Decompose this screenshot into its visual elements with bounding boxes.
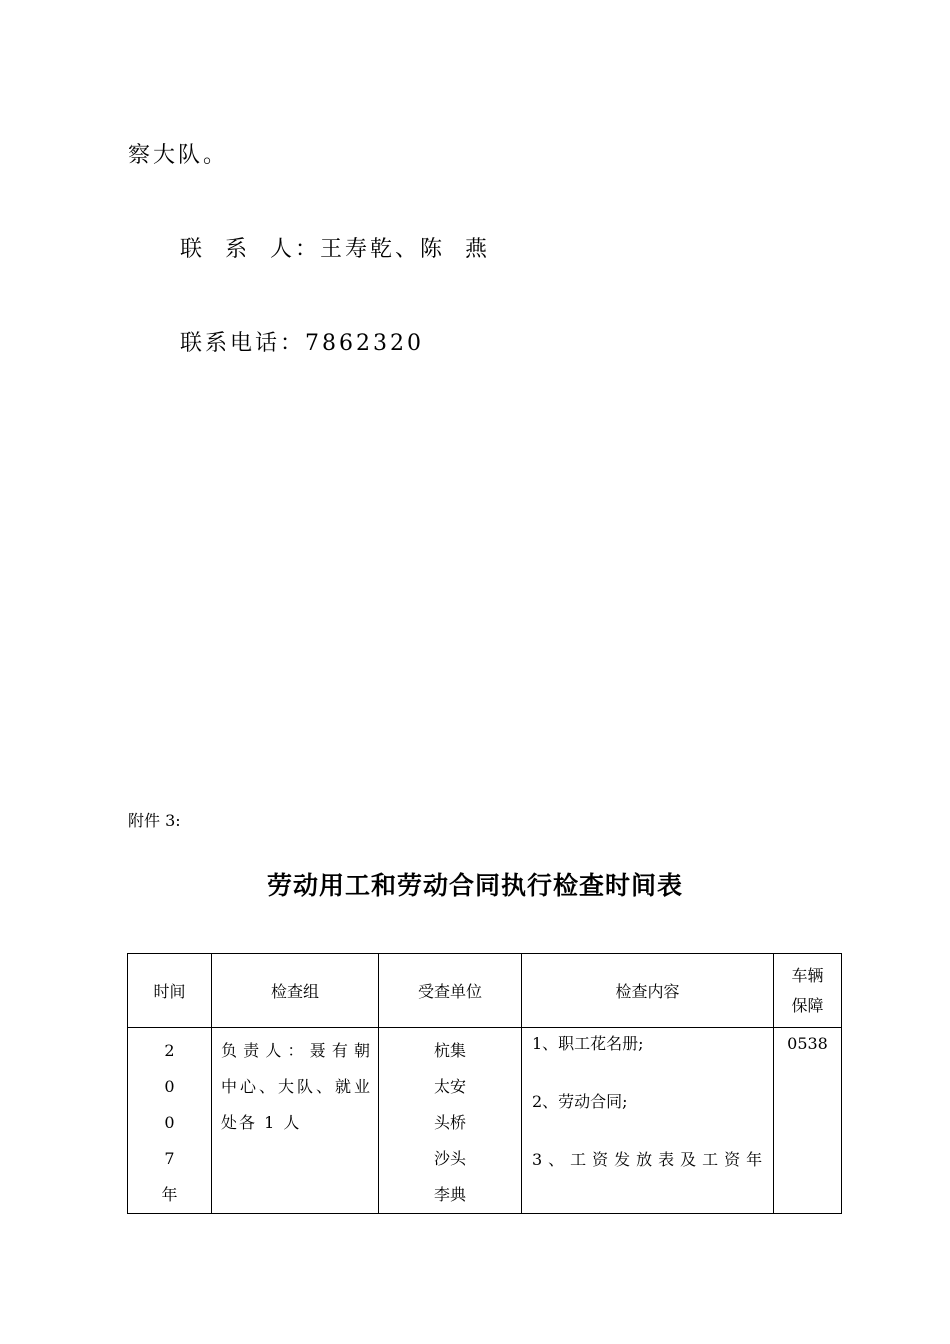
header-group: 检查组 — [212, 954, 379, 1028]
group-cell — [212, 1028, 379, 1214]
contact-phone-line: 联系电话：7862320 — [180, 331, 424, 356]
header-vehicle-line1: 车辆 — [791, 965, 824, 985]
vehicle-code: 0538 — [787, 1034, 828, 1053]
content-cell — [522, 1028, 774, 1214]
time-char: 7 — [164, 1149, 175, 1168]
inspection-schedule-table — [127, 953, 842, 1214]
attachment-label: 附件 3: — [128, 811, 181, 830]
vehicle-cell — [774, 1028, 842, 1214]
contact-person-line: 联 系 人：王寿乾、陈 燕 — [180, 237, 490, 262]
content-item: 1、职工花名册; — [532, 1034, 644, 1053]
content-item: 3、工资发放表及工资年 — [532, 1150, 769, 1169]
header-time: 时间 — [128, 954, 212, 1028]
time-char: 0 — [164, 1113, 175, 1132]
table-row — [128, 1028, 842, 1214]
time-char: 年 — [161, 1185, 178, 1204]
group-text: 负责人：聂有朝 中心、大队、就业处各 1 人 — [221, 1041, 372, 1132]
unit-name: 杭集 — [433, 1041, 466, 1060]
header-unit: 受查单位 — [379, 954, 522, 1028]
unit-name: 沙头 — [433, 1149, 466, 1168]
time-char: 0 — [164, 1077, 175, 1096]
header-content: 检查内容 — [522, 954, 774, 1028]
unit-name: 太安 — [433, 1077, 466, 1096]
content-item: 2、劳动合同; — [532, 1092, 628, 1111]
continuation-text: 察大队。 — [128, 143, 229, 168]
time-cell — [128, 1028, 212, 1214]
table-header-row — [128, 954, 842, 1028]
page-title: 劳动用工和劳动合同执行检查时间表 — [266, 871, 683, 900]
header-vehicle — [774, 954, 842, 1028]
time-char: 2 — [164, 1041, 175, 1060]
unit-name: 头桥 — [433, 1113, 466, 1132]
header-vehicle-line2: 保障 — [791, 995, 824, 1015]
unit-cell — [379, 1028, 522, 1214]
unit-name: 李典 — [433, 1185, 466, 1204]
